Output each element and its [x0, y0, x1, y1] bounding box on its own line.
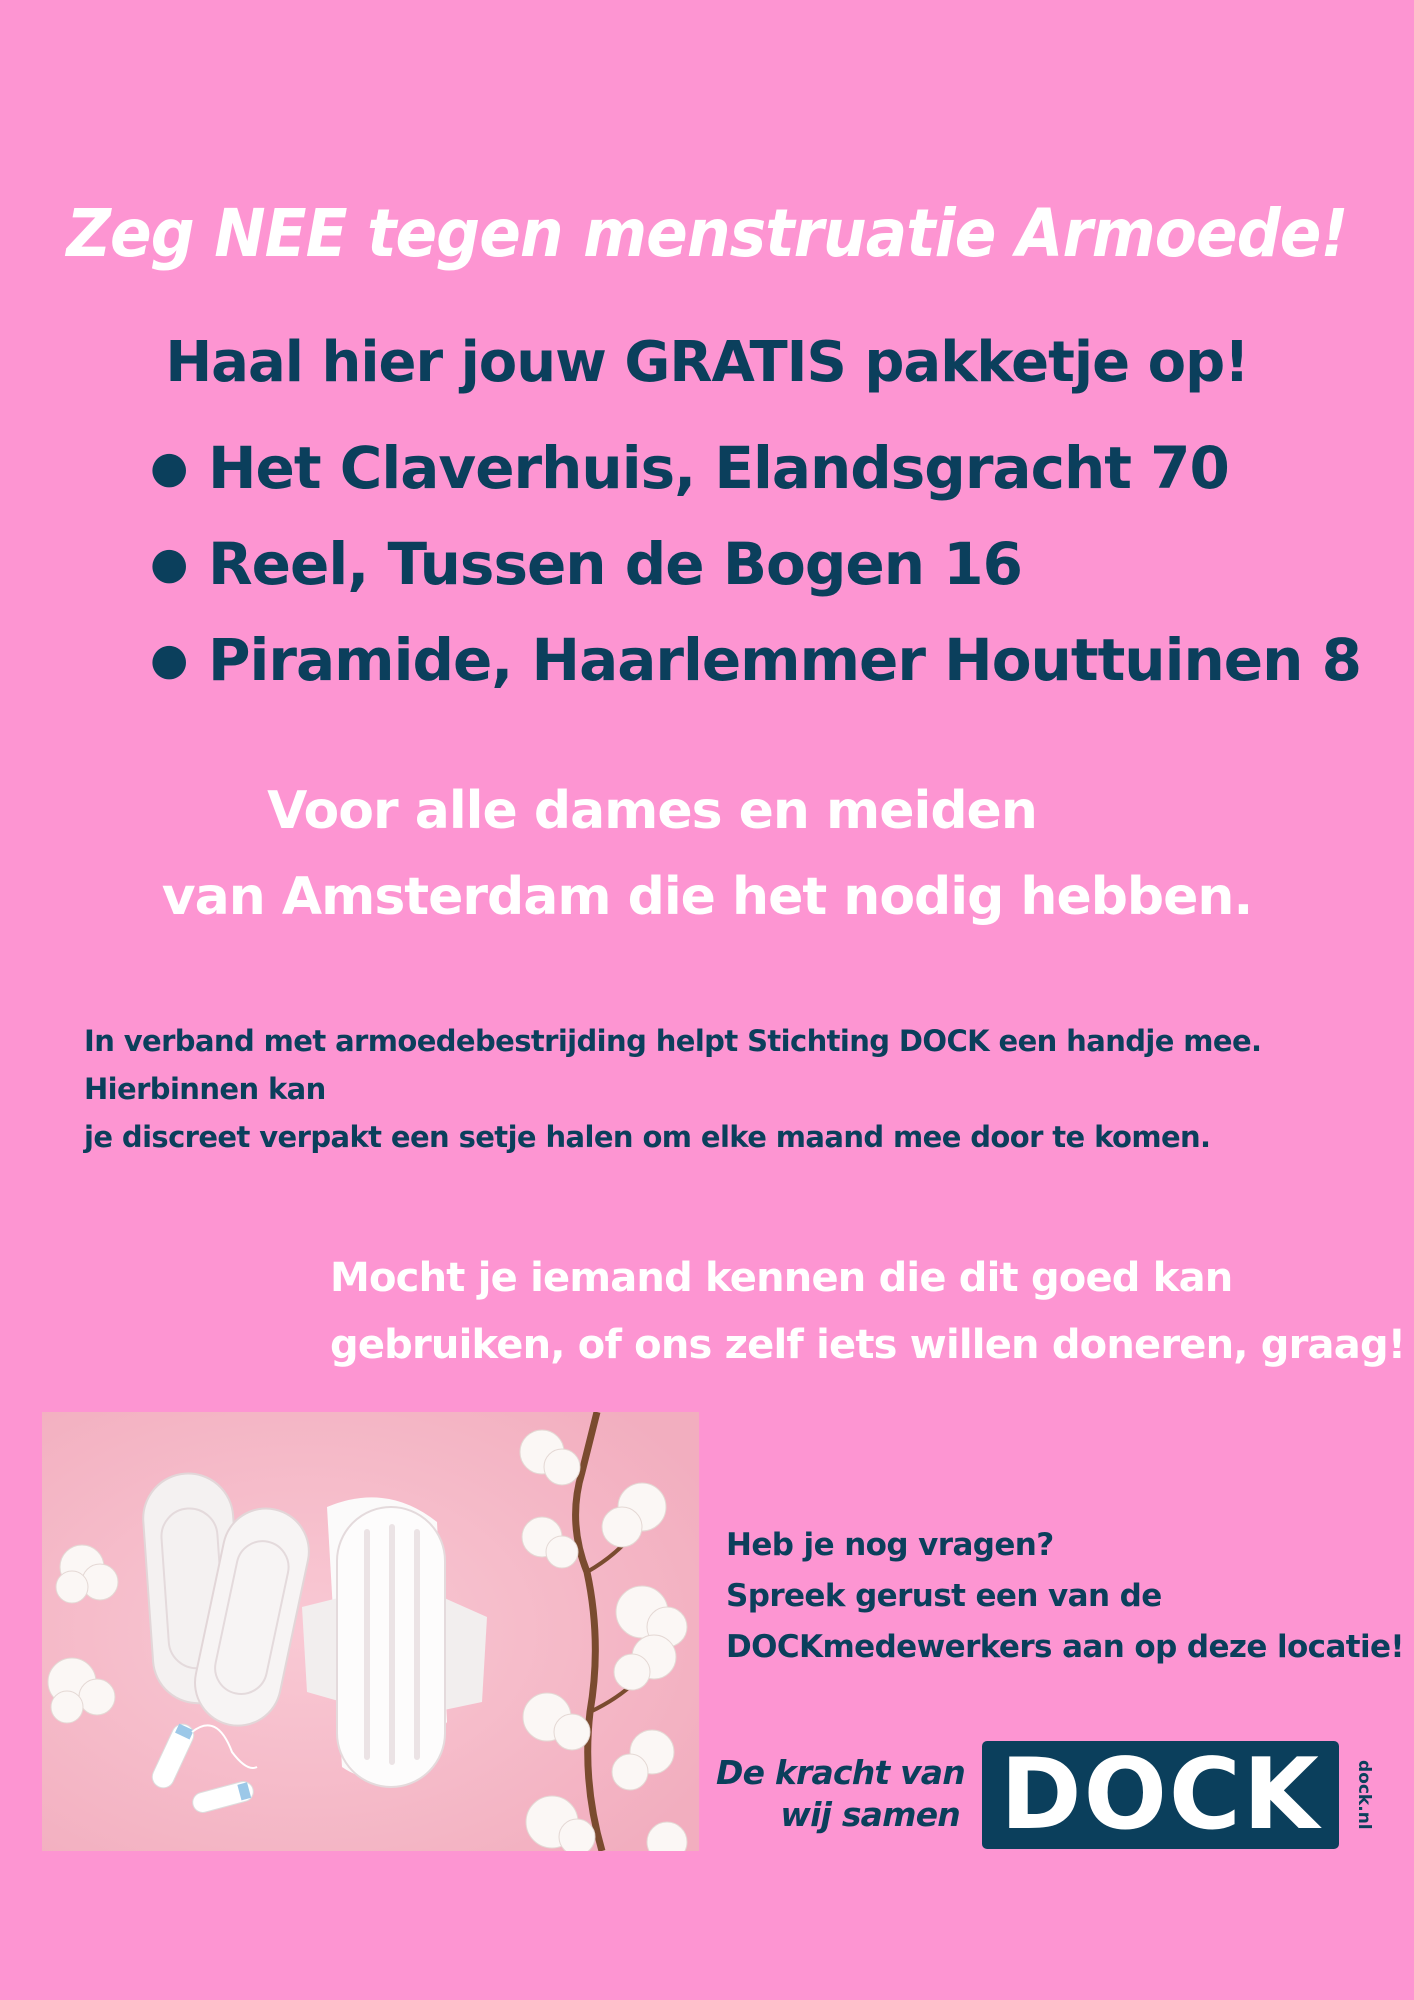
dock-url: dock.nl	[1354, 1760, 1374, 1830]
audience-text	[0, 768, 1414, 940]
audience-line-2: van Amsterdam die het nodig hebben.	[161, 867, 1253, 927]
questions-line-3: DOCKmedewerkers aan op deze locatie!	[726, 1629, 1404, 1665]
info-paragraph	[84, 1017, 1364, 1161]
donation-appeal	[330, 1245, 1406, 1379]
info-line-2: je discreet verpakt een setje halen om elke maand mee door te komen.	[84, 1120, 1211, 1154]
questions-text	[726, 1520, 1406, 1673]
appeal-line-1: Mocht je iemand kennen die dit goed kan	[330, 1255, 1233, 1301]
tagline-line-1: De kracht van	[716, 1753, 965, 1792]
location-text: Piramide, Haarlemmer Houttuinen 8	[208, 626, 1361, 694]
location-list	[140, 420, 1361, 708]
audience-line-1: Voor alle dames en meiden	[267, 781, 1037, 841]
dock-tagline	[716, 1752, 965, 1836]
location-text: Reel, Tussen de Bogen 16	[208, 530, 1022, 598]
info-line-1: In verband met armoedebestrijding helpt Stichting DOCK een handje mee. Hierbinnen kan	[84, 1024, 1262, 1106]
dock-logo: DOCK	[982, 1741, 1339, 1849]
tagline-line-2: wij samen	[780, 1795, 960, 1834]
bullet-icon: ●	[150, 538, 188, 589]
appeal-line-2: gebruiken, of ons zelf iets willen doneren, graag!	[330, 1322, 1406, 1368]
location-item	[140, 420, 1361, 516]
headline: Zeg NEE tegen menstruatie Armoede!	[66, 195, 1348, 272]
questions-line-1: Heb je nog vragen?	[726, 1527, 1054, 1563]
product-photo	[42, 1412, 699, 1851]
location-text: Het Claverhuis, Elandsgracht 70	[208, 434, 1229, 502]
bullet-icon: ●	[150, 634, 188, 685]
location-item	[140, 612, 1361, 708]
location-item	[140, 516, 1361, 612]
subheadline: Haal hier jouw GRATIS pakketje op!	[165, 330, 1249, 395]
questions-line-2: Spreek gerust een van de	[726, 1578, 1162, 1614]
pads-and-cotton-illustration	[42, 1412, 699, 1851]
bullet-icon: ●	[150, 442, 188, 493]
